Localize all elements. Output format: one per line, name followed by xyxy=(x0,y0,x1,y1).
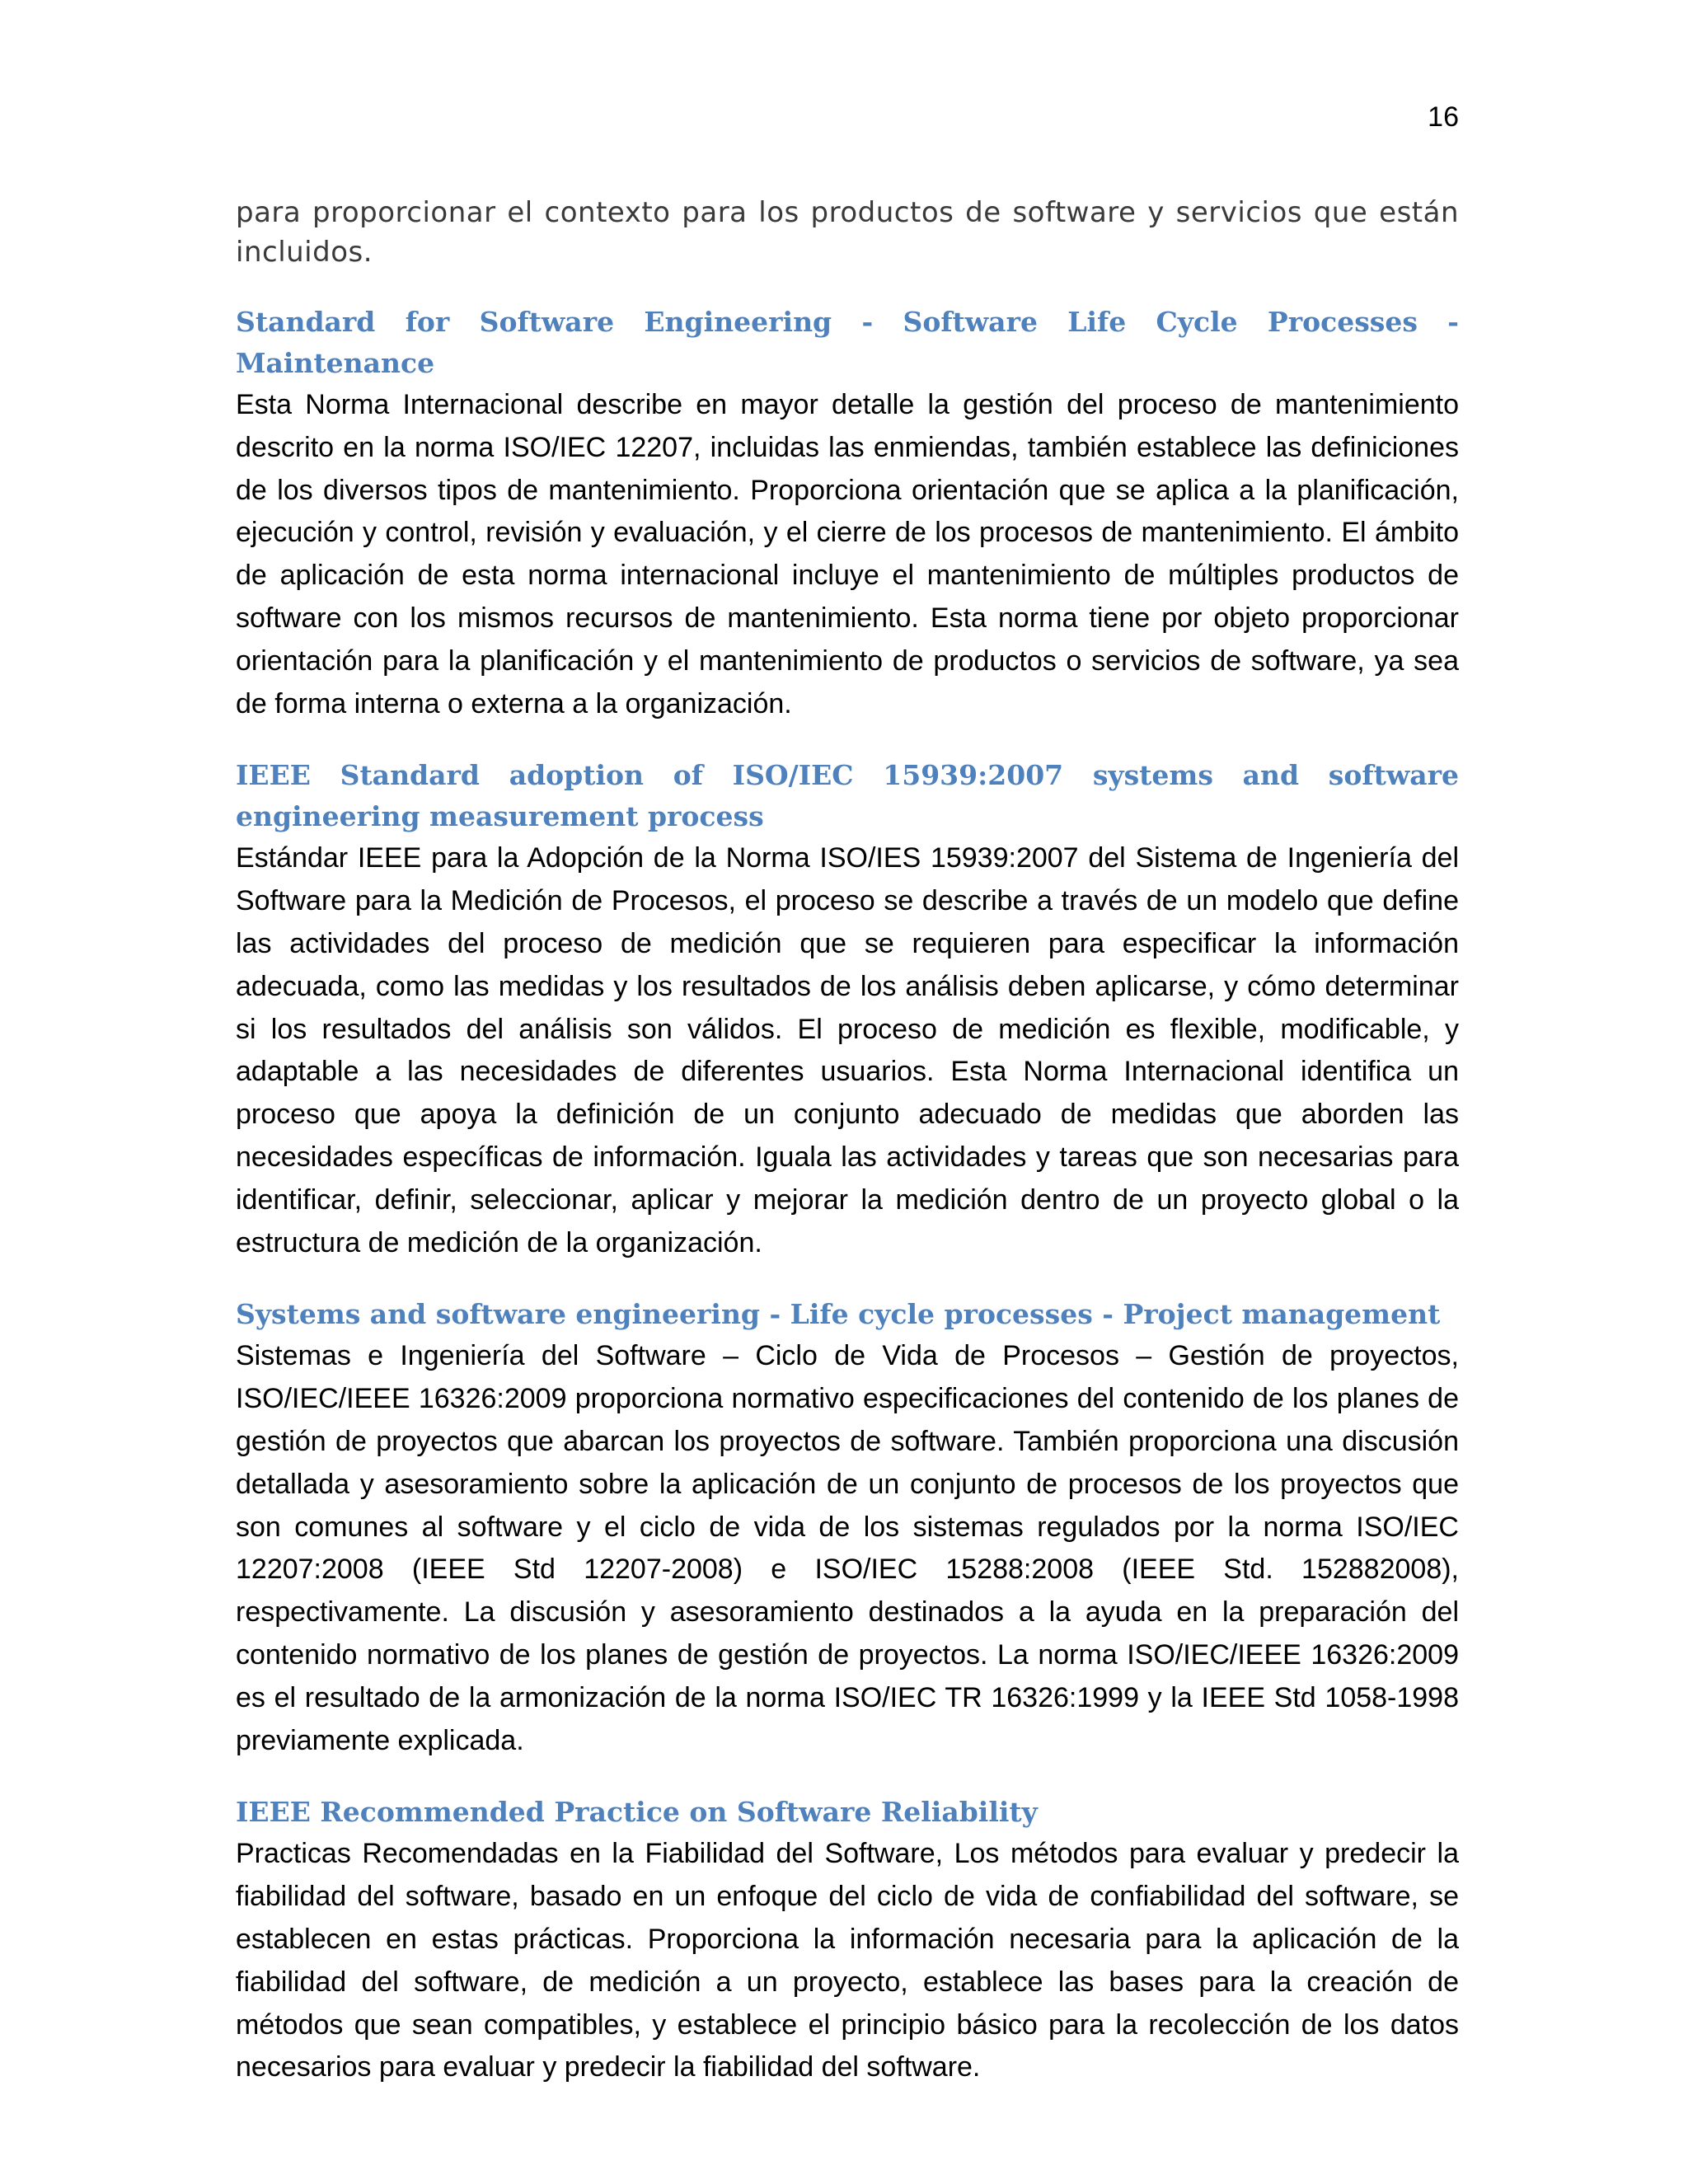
section-title: Standard for Software Engineering - Software Life Cycle Processes - Maintenance xyxy=(236,306,1459,379)
section-body: Estándar IEEE para la Adopción de la Norma ISO/IES 15939:2007 del Sistema de Ingeniería del Software para la Medición de Procesos, el proceso se describe a través de un modelo que define las actividades del proceso de medición que se requieren para especificar la información adecuada, como las medidas y los resultados de los análisis deben aplicarse, y cómo determinar si los resultados del análisis son válidos. El proceso de medición es flexible, modificable, y adaptable a las necesidades de diferentes usuarios. Esta Norma Internacional identifica un proceso que apoya la definición de un conjunto adecuado de medidas que aborden las necesidades específicas de información. Iguala las actividades y tareas que son necesarias para identificar, definir, seleccionar, aplicar y mejorar la medición dentro de un proyecto global o la estructura de medición de la organización. xyxy=(236,842,1459,1258)
section-maintenance xyxy=(236,302,1459,725)
section-title: Systems and software engineering - Life cycle processes - Project management xyxy=(236,1298,1441,1331)
section-body: Practicas Recomendadas en la Fiabilidad del Software, Los métodos para evaluar y predecir la fiabilidad del software, basado en un enfoque del ciclo de vida de confiabilidad del software, se establecen en estas prácticas. Proporciona la información necesaria para la aplicación de la fiabilidad del software, de medición a un proyecto, establece las bases para la creación de métodos que sean compatibles, y establece el principio básico para la recolección de los datos necesarios para evaluar y predecir la fiabilidad del software. xyxy=(236,1838,1459,2083)
section-title: IEEE Recommended Practice on Software Reliability xyxy=(236,1796,1038,1829)
page-content xyxy=(236,193,1459,2089)
section-body: Sistemas e Ingeniería del Software – Ciclo de Vida de Procesos – Gestión de proyectos, ISO/IEC/IEEE 16326:2009 proporciona normativo especificaciones del contenido de los planes de gestión de proyectos que abarcan los proyectos de software. También proporciona una discusión detallada y asesoramiento sobre la aplicación de un conjunto de procesos de los proyectos que son comunes al software y el ciclo de vida de los sistemas regulados por la norma ISO/IEC 12207:2008 (IEEE Std 12207-2008) e ISO/IEC 15288:2008 (IEEE Std. 152882008), respectivamente. La discusión y asesoramiento destinados a la ayuda en la preparación del contenido normativo de los planes de gestión de proyectos. La norma ISO/IEC/IEEE 16326:2009 es el resultado de la armonización de la norma ISO/IEC TR 16326:1999 y la IEEE Std 1058-1998 previamente explicada. xyxy=(236,1340,1459,1756)
section-body: Esta Norma Internacional describe en mayor detalle la gestión del proceso de mantenimiento descrito en la norma ISO/IEC 12207, incluidas las enmiendas, también establece las definiciones de los diversos tipos de mantenimiento. Proporciona orientación que se aplica a la planificación, ejecución y control, revisión y evaluación, y el cierre de los procesos de mantenimiento. El ámbito de aplicación de esta norma internacional incluye el mantenimiento de múltiples productos de software con los mismos recursos de mantenimiento. Esta norma tiene por objeto proporcionar orientación para la planificación y el mantenimiento de productos o servicios de software, ya sea de forma interna o externa a la organización. xyxy=(236,389,1459,719)
section-software-reliability xyxy=(236,1792,1459,2089)
section-measurement-process xyxy=(236,755,1459,1264)
intro-paragraph: para proporcionar el contexto para los productos de software y servicios que están incluidos. xyxy=(236,196,1459,269)
page-number: 16 xyxy=(1428,101,1459,133)
section-project-management xyxy=(236,1294,1459,1762)
section-title: IEEE Standard adoption of ISO/IEC 15939:2007 systems and software engineering measurement process xyxy=(236,759,1459,833)
